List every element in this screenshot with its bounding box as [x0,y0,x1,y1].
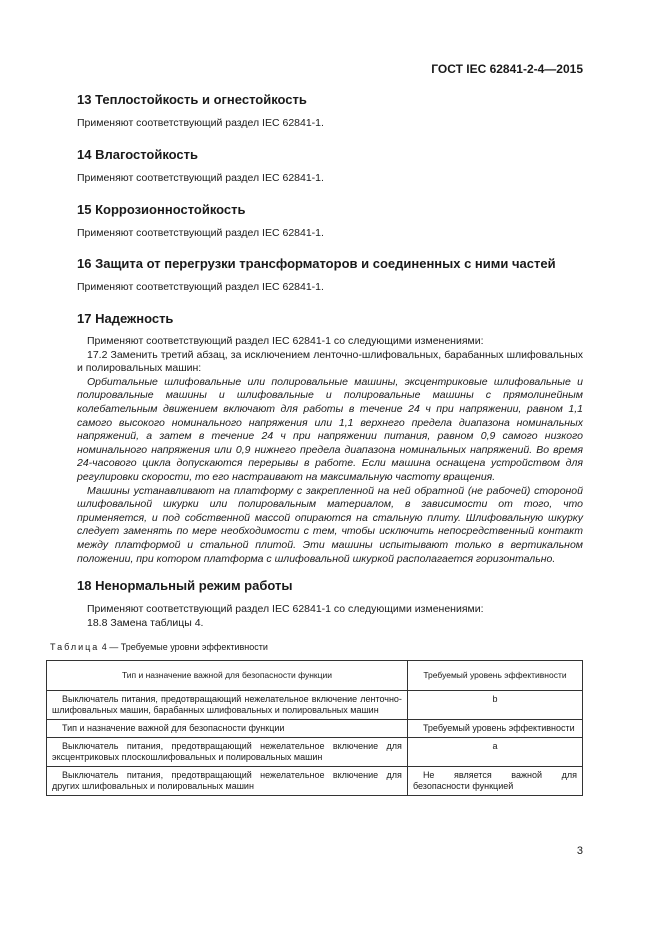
table-row [47,738,583,767]
section-16-text: Применяют соответствующий раздел IEC 62841-1. [77,281,324,293]
table-cell-function: Выключатель питания, предотвращающий нежелательное включение для других шлифовальных и полировальных машин [47,767,408,796]
section-14-text: Применяют соответствующий раздел IEC 62841-1. [77,172,324,184]
table-header-row [47,661,583,691]
table-cell-level: Не является важной для безопасности функцией [407,767,582,796]
section-17-title: 17 Надежность [77,311,174,326]
section-18-body [77,603,583,630]
performance-levels-table [46,660,583,796]
table-header-level: Требуемый уровень эффективности [407,661,582,691]
table-caption-text: 4 — Требуемые уровни эффективности [99,642,268,652]
standard-header: ГОСТ IEC 62841-2-4—2015 [431,62,583,76]
table-header-function: Тип и назначение важной для безопасности функции [47,661,408,691]
table-cell-level: Требуемый уровень эффективности [407,720,582,738]
table-cell-level: a [407,738,582,767]
table-cell-function: Тип и назначение важной для безопасности функции [47,720,408,738]
table-cell-function: Выключатель питания, предотвращающий нежелательное включение для эксцентриковых плоскошлифовальных и полировальных машин [47,738,408,767]
section-17-body [77,335,583,566]
table-caption [50,642,268,652]
table-row [47,767,583,796]
section-15-text: Применяют соответствующий раздел IEC 62841-1. [77,227,324,239]
table-cell-function: Выключатель питания, предотвращающий нежелательное включение ленточно-шлифовальных машин, барабанных шлифовальных и полировальных машин [47,691,408,720]
section-18-item: 18.8 Замена таблицы 4. [87,616,204,629]
table-caption-label: Таблица [50,642,100,652]
section-13-text: Применяют соответствующий раздел IEC 62841-1. [77,117,324,129]
section-17-intro: Применяют соответствующий раздел IEC 62841-1 со следующими изменениями: [87,335,484,347]
table-row [47,720,583,738]
section-14-title: 14 Влагостойкость [77,147,199,162]
section-18-title: 18 Ненормальный режим работы [77,578,293,593]
section-15-title: 15 Коррозионностойкость [77,202,246,217]
section-17-italic-1: Орбитальные шлифовальные или полировальные машины, эксцентриковые шлифовальные и полировальные машины и шлифовальные и полировальные машины с прямолинейным колебательным движением включают для работы в течение 24 ч при напряжении, равном 1,1 самого высокого номинального напряжения или 1,1 верхнего предела диапазона номинальных напряжений, а затем в течение 24 ч при напряжении питания, равном 0,9 самого низкого номинального напряжения или 0,9 нижнего предела диапазона номинальных напряжений. Во время 24-часового цикла допускаются перерывы в работе. Если машина оснащена устройством для регулировки скорости, то его настраивают на максимальную частоту вращения. [77,375,583,483]
section-16-title: 16 Защита от перегрузки трансформаторов и соединенных с ними частей [77,256,556,271]
section-18-intro: Применяют соответствующий раздел IEC 62841-1 со следующими изменениями: [87,603,484,615]
table-cell-level: b [407,691,582,720]
table-row [47,691,583,720]
page-number: 3 [576,845,583,857]
section-17-italic-2: Машины устанавливают на платформу с закрепленной на ней обратной (не рабочей) стороной шлифовальной шкурки или полировальным материалом, в зависимости от того, что применяется, и под собственной массой опираются на стальную плиту. Шлифовальную шкурку следует заменять по мере необходимости с тем, чтобы исключить непосредственный контакт между платформой и стальной плитой. Эти машины испытывают только в вертикальном положении, при котором платформа с шлифовальной шкуркой располагается горизонтально. [77,484,583,565]
section-13-title: 13 Теплостойкость и огнестойкость [77,92,307,107]
section-17-item: 17.2 Заменить третий абзац, за исключением ленточно-шлифовальных, барабанных шлифовальных и полировальных машин: [77,348,583,375]
